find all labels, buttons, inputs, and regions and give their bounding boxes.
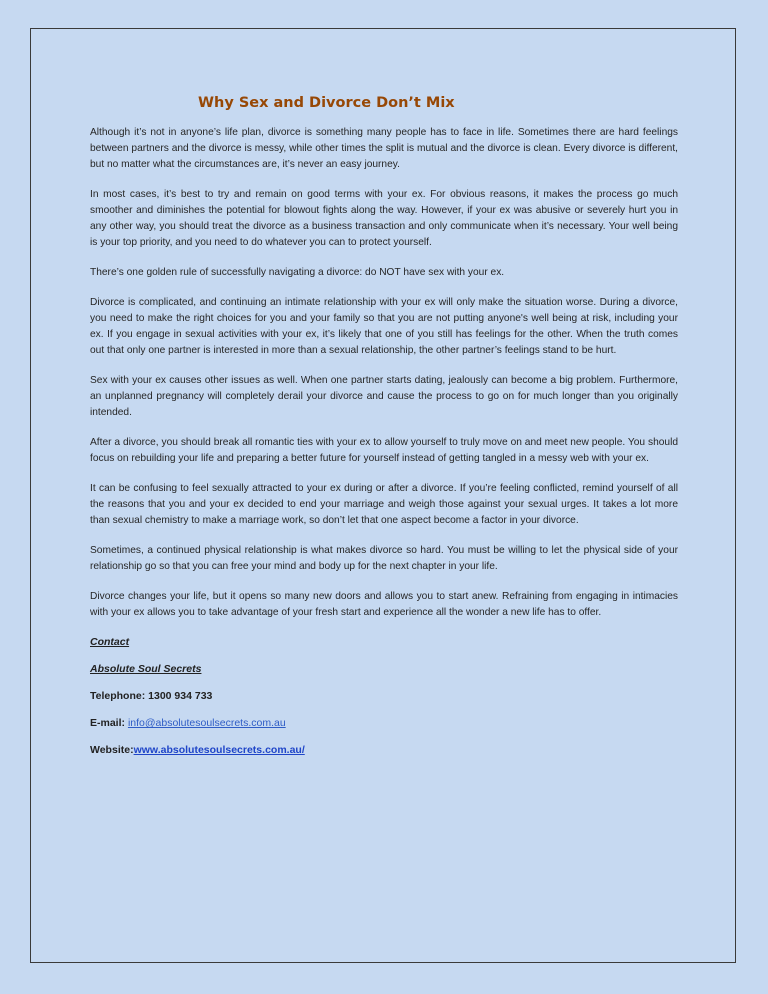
telephone-value: 1300 934 733: [148, 690, 213, 702]
website-label: Website:: [90, 744, 134, 756]
paragraph-2: In most cases, it’s best to try and remain on good terms with your ex. For obvious reasons, it makes the process go much smoother and diminishes the potential for blowout fights along the way. However, if your ex was abusive or severely hurt you in any other way, you should treat the divorce as a business transaction and only communicate when it’s necessary. Your well being is your top priority, and you need to do whatever you can to protect yourself.: [90, 189, 678, 248]
paragraph-8: Sometimes, a continued physical relationship is what makes divorce so hard. You must be willing to let the physical side of your relationship go so that you can free your mind and body up for the next chapter in your life.: [90, 545, 678, 572]
paragraph-7: It can be confusing to feel sexually attracted to your ex during or after a divorce. If you’re feeling conflicted, remind yourself of all the reasons that you and your ex decided to end your marriage and weigh those against your sexual urges. It takes a lot more than sexual chemistry to make a marriage work, so don’t let that one aspect become a factor in your divorce.: [90, 483, 678, 526]
email-line: [90, 716, 678, 730]
telephone-line: [90, 689, 678, 703]
article-title: Why Sex and Divorce Don’t Mix: [198, 95, 455, 111]
paragraph-9: Divorce changes your life, but it opens so many new doors and allows you to start anew. Refraining from engaging in intimacies with your ex allows you to take advantage of your fresh start and experience all the wonder a new life has to offer.: [90, 591, 678, 618]
document-body: [90, 93, 678, 770]
website-line: [90, 743, 678, 757]
paragraph-4: Divorce is complicated, and continuing an intimate relationship with your ex will only make the situation worse. During a divorce, you need to make the right choices for you and your family so that you are not putting anyone's well being at risk, including your ex. If you engage in sexual activities with your ex, it’s likely that one of you still has feelings for the other. When the truth comes out that only one partner is interested in more than a sexual relationship, the other partner’s feelings stand to be hurt.: [90, 297, 678, 356]
contact-section: [90, 635, 678, 757]
paragraph-5: Sex with your ex causes other issues as well. When one partner starts dating, jealously can become a big problem. Furthermore, an unplanned pregnancy will completely derail your divorce and cause the process to go on for much longer than you originally intended.: [90, 375, 678, 418]
email-link[interactable]: info@absolutesoulsecrets.com.au: [127, 717, 286, 729]
paragraph-6: After a divorce, you should break all romantic ties with your ex to allow yourself to truly move on and meet new people. You should focus on rebuilding your life and preparing a better future for yourself instead of getting tangled in a messy web with your ex.: [90, 437, 678, 464]
telephone-label: Telephone:: [90, 690, 146, 702]
website-link[interactable]: www.absolutesoulsecrets.com.au/: [133, 744, 305, 756]
company-name: Absolute Soul Secrets: [90, 663, 202, 675]
paragraph-3: There’s one golden rule of successfully navigating a divorce: do NOT have sex with your ex.: [90, 267, 505, 278]
paragraph-1: Although it’s not in anyone’s life plan, divorce is something many people has to face in life. Sometimes there are hard feelings between partners and the divorce is messy, while other times the split is mutual and the divorce is clean. Every divorce is different, but no matter what the circumstances are, it’s never an easy journey.: [90, 127, 678, 170]
email-label: E-mail:: [90, 717, 126, 729]
contact-heading: Contact: [90, 636, 130, 648]
